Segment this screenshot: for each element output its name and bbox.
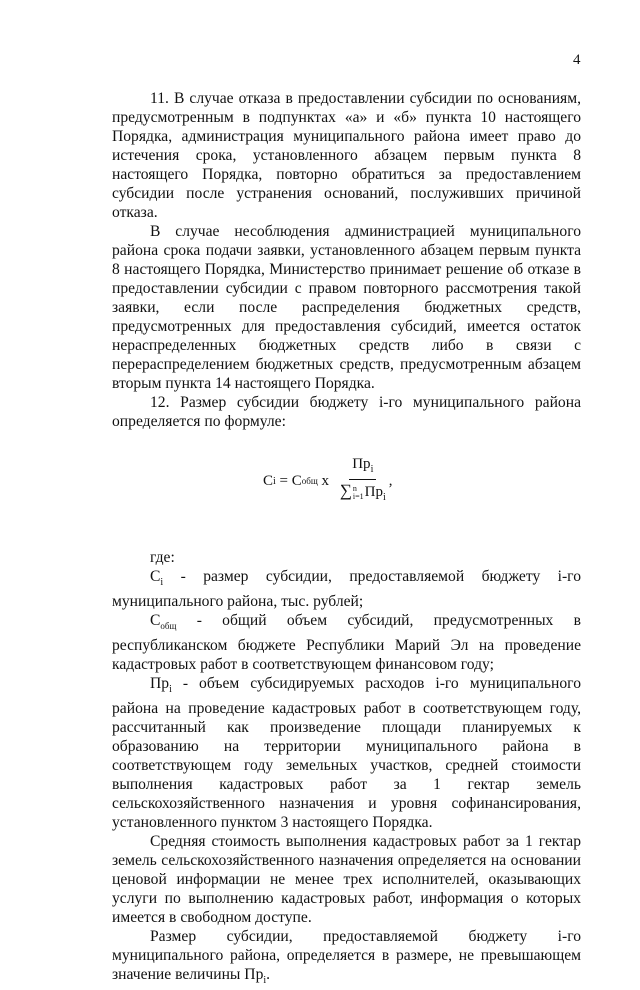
formula-equals: =	[275, 472, 292, 489]
sigma-symbol: ∑	[339, 481, 352, 500]
paragraph-12: 12. Размер субсидии бюджету i-го муниципального района определяется по формуле:	[112, 394, 581, 430]
numerator-pr: Пр	[352, 456, 371, 472]
sum-limits	[353, 485, 364, 501]
page-number: 4	[573, 52, 581, 68]
denominator-pr: Пр	[364, 484, 383, 500]
formula-lhs-sub: i	[273, 475, 276, 487]
final-period: .	[266, 966, 271, 984]
formula-fraction	[338, 456, 388, 506]
symbol-cobsh-sub: общ	[160, 621, 177, 632]
formula-c: C	[291, 472, 302, 489]
definition-cobsh	[112, 611, 581, 674]
sum-lower: i=1	[352, 491, 364, 501]
definition-ci	[112, 567, 581, 611]
paragraph-11: 11. В случае отказа в предоставлении субсидии по основаниям, предусмотренным в подпунктах «а» и «б» пункта 10 настоящего Порядка, администрация муниципального района имеет право до истечения срока, установленного абзацем первым пункта 8 настоящего Порядка, повторно обратиться за предоставлением субсидии после устранения оснований, послуживших причиной отказа.	[112, 90, 581, 221]
formula-numerator	[349, 456, 376, 480]
definition-pri-text: - объем субсидируемых расходов i-го муниципального района на проведение кадастровых работ в соответствующем году, рассчитанный как произведение площади планируемых к образованию на территории муниципального района в соответствующем году земельных участков, средней стоимости выполнения кадастровых работ за 1 гектар земель сельскохозяйственного назначения и уровня софинансирования, установленного пунктом 3 настоящего Порядка.	[112, 675, 581, 832]
definition-pri	[112, 674, 581, 832]
symbol-pr: Пр	[150, 675, 170, 693]
formula-lhs: C	[263, 472, 274, 489]
final-pr-sub: i	[263, 975, 267, 987]
formula-comma: ,	[388, 472, 393, 489]
formula-c-sub: общ	[301, 475, 318, 486]
paragraph-subsidy-size-text: Размер субсидии, предоставляемой бюджету i-го муниципального района, определяется в размере, не превышающем значение величины Пр	[112, 928, 581, 984]
where-label: где:	[150, 549, 175, 566]
formula-times: x	[317, 472, 333, 489]
definition-ci-text: - размер субсидии, предоставляемой бюджету i-го муниципального района, тыс. рублей;	[112, 568, 581, 611]
denominator-sub: i	[383, 492, 386, 503]
paragraph-subsidy-size	[112, 927, 581, 990]
numerator-sub: i	[370, 464, 374, 475]
symbol-c: C	[150, 568, 161, 585]
formula-denominator	[338, 480, 388, 506]
symbol-cobsh: C	[150, 612, 161, 630]
document-body	[112, 89, 581, 990]
sum-upper: n	[352, 483, 357, 493]
definition-cobsh-text: - общий объем субсидий, предусмотренных в республиканском бюджете Республики Марий Эл на проведение кадастровых работ в соответствующем финансовом году;	[112, 612, 581, 674]
symbol-c-sub: i	[160, 577, 164, 589]
symbol-pr-sub: i	[169, 684, 172, 696]
subsidy-formula	[112, 456, 581, 503]
paragraph-11-cont: В случае несоблюдения администрацией муниципального района срока подачи заявки, установленного абзацем первым пункта 8 настоящего Порядка, Министерство принимает решение об отказе в предоставлении субсидии с правом повторного рассмотрения такой заявки, если после распределения бюджетных средств, предусмотренных для предоставления субсидий, имеется остаток нераспределенных бюджетных средств либо в связи с перераспределением бюджетных средств, предусмотренным абзацем вторым пункта 14 настоящего Порядка.	[112, 223, 581, 392]
paragraph-average-cost: Средняя стоимость выполнения кадастровых работ за 1 гектар земель сельскохозяйственного назначения определяется на основании ценовой информации не менее трех исполнителей, оказывающих услуги по выполнению кадастровых работ, информация о которых имеется в свободном доступе.	[112, 833, 581, 927]
